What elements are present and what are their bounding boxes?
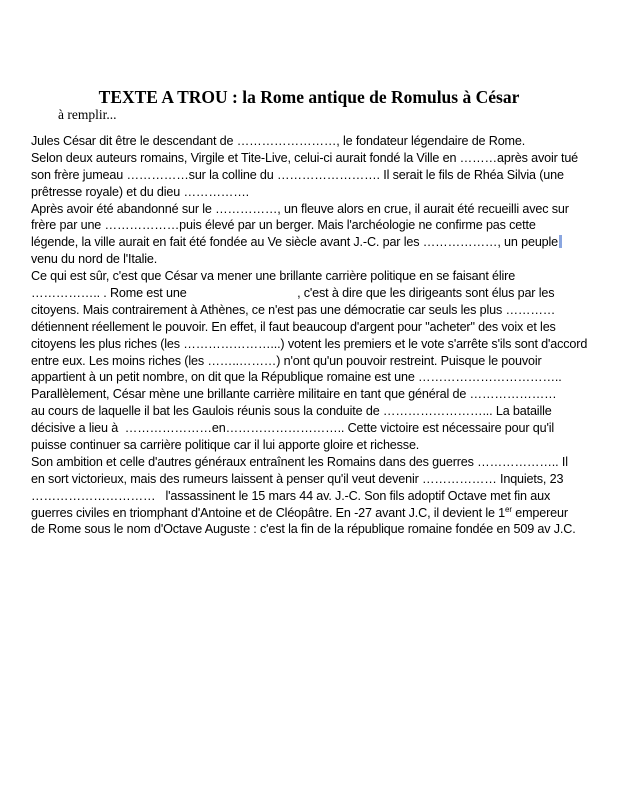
text-line: son frère jumeau ……………sur la colline du ……………………. Il serait le fils de Rhéa Silvia (une	[31, 167, 564, 182]
text-line: frère par une ………………puis élevé par un berger. Mais l'archéologie ne confirme pas cette	[31, 218, 536, 233]
text-line: appartient à un petit nombre, on dit que la République romaine est une ……………………………..	[31, 370, 562, 385]
text-line: entre eux. Les moins riches (les ……..………) n'ont qu'un pouvoir restreint. Puisque le pouvoir	[31, 353, 542, 368]
cloze-text[interactable]	[31, 133, 606, 538]
text-line: prêtresse royale) et du dieu …………….	[31, 184, 250, 199]
text-line: légende, la ville aurait en fait été fondée au Ve siècle avant J.-C. par les ………………, un peuple	[31, 235, 559, 250]
text-line-tail: empereur	[511, 505, 568, 520]
text-line: puisse continuer sa carrière politique car il lui apporte gloire et richesse.	[31, 438, 420, 453]
text-line: Selon deux auteurs romains, Virgile et Tite-Live, celui-ci aurait fondé la Ville en ………après avoir tué	[31, 150, 579, 165]
text-line: de Rome sous le nom d'Octave Auguste : c'est la fin de la république romaine fondée en 509 av J.C.	[31, 522, 576, 537]
page-subtitle: à remplir...	[58, 107, 117, 122]
text-line: décisive a lieu à …………………en……………………….. Cette victoire est nécessaire pour qu'il	[31, 421, 555, 436]
text-line: détiennent réellement le pouvoir. En effet, il faut beaucoup d'argent pour "acheter" des voix et les	[31, 319, 556, 334]
text-line: citoyens. Mais contrairement à Athènes, ce n'est pas une démocratie car seuls les plus …………	[31, 302, 556, 317]
text-line: Après avoir été abandonné sur le ……………, un fleuve alors en crue, il aurait été recueilli avec sur	[31, 201, 569, 216]
text-line: venu du nord de l'Italie.	[31, 252, 158, 267]
text-line: au cours de laquelle il bat les Gaulois réunis sous la conduite de ……………………... La bataille	[31, 404, 552, 419]
text-line: citoyens les plus riches (les …………………...) votent les premiers et le vote s'arrête s'ils sont d'accord	[31, 336, 588, 351]
text-line: en sort victorieux, mais des rumeurs laissent à penser qu'il veut devenir ……………… Inquiets, 23	[31, 471, 564, 486]
text-line: guerres civiles en triomphant d'Antoine et de Cléopâtre. En -27 avant J.C, il devient le 1	[31, 505, 506, 520]
text-line: Parallèlement, César mène une brillante carrière militaire en tant que général de …………………	[31, 387, 557, 402]
text-line-with-superscript	[31, 505, 606, 522]
text-cursor	[559, 235, 562, 248]
page-title: TEXTE A TROU : la Rome antique de Romulus à César	[98, 87, 520, 107]
text-line: Son ambition et celle d'autres généraux entraînent les Romains dans des guerres ……………….. Il	[31, 454, 568, 469]
text-line: Ce qui est sûr, c'est que César va mener une brillante carrière politique en se faisant élire	[31, 269, 516, 284]
text-line: …………….. . Rome est une , c'est à dire que les dirigeants sont élus par les	[31, 286, 555, 301]
text-line-with-cursor	[31, 234, 606, 251]
superscript: er	[505, 504, 512, 514]
text-line: ………………………… l'assassinent le 15 mars 44 av. J.-C. Son fils adoptif Octave met fin aux	[31, 488, 551, 503]
text-line: Jules César dit être le descendant de ……………………, le fondateur légendaire de Rome.	[31, 134, 526, 148]
